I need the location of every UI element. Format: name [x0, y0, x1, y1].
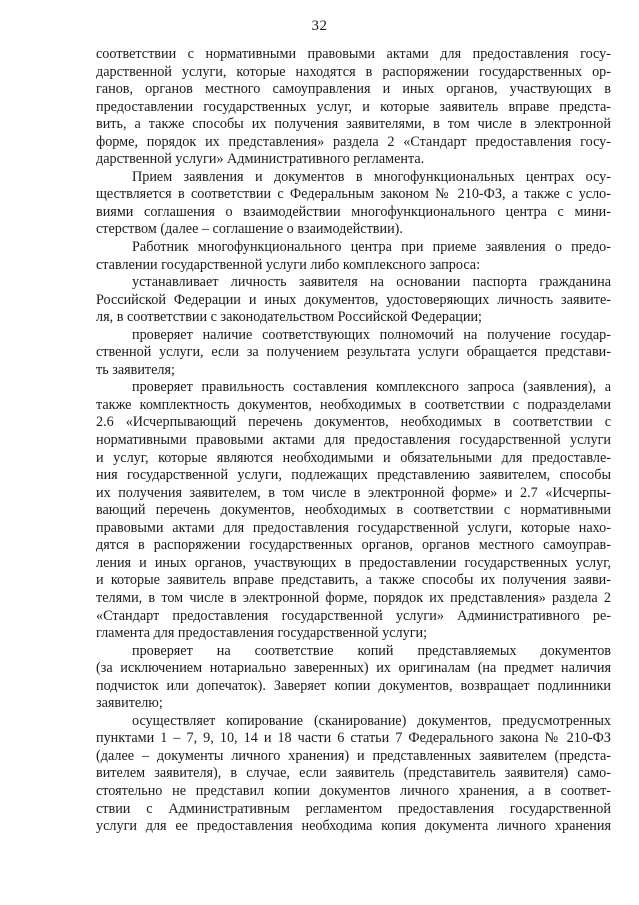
text-line: подчисток или допечаток). Заверяет копии документов, возвращает подлинники: [96, 677, 611, 694]
text-line: проверяет на соответствие копий представляемых документов: [132, 642, 611, 659]
text-line: ния государственной услуги, подлежащих представлению заявителем, способы: [96, 467, 611, 484]
text-line: вителем заявителя), в случае, если заявитель (представитель заявителя) само-: [96, 765, 611, 782]
text-line: дарственной услуги» Административного регламента.: [96, 151, 425, 168]
text-line: их получения заявителем, в том числе в электронной форме» и 2.7 «Исчерпы-: [96, 484, 611, 501]
text-line: стерством (далее – соглашение о взаимодействии).: [96, 221, 403, 238]
text-line: Прием заявления и документов в многофункциональных центрах осу-: [132, 168, 611, 185]
text-line: устанавливает личность заявителя на основании паспорта гражданина: [132, 274, 611, 291]
text-line: ствии с Административным регламентом предоставления государственной: [96, 800, 611, 817]
text-line: и которые заявитель вправе представить, а также способы их получения заяви-: [96, 572, 611, 589]
text-line: 2.6 «Исчерпывающий перечень документов, необходимых в соответствии с: [96, 414, 611, 431]
text-line: соответствии с нормативными правовыми актами для предоставления госу-: [96, 46, 611, 62]
text-line: и услуг, которые являются необходимыми и обязательными для предоставле-: [96, 449, 611, 466]
text-line: нормативными правовыми актами для предоставления государственной услуги: [96, 432, 611, 449]
text-line: ля, в соответствии с законодательством Российской Федерации;: [96, 309, 482, 326]
text-line: ть заявителя;: [96, 361, 175, 378]
body-text: [96, 46, 611, 836]
text-line: (за исключением нотариально заверенных) их оригиналам (на предмет наличия: [96, 660, 611, 677]
text-line: «Стандарт предоставления государственной услуги» Административного ре-: [96, 607, 611, 624]
text-line: стоятельно не представил копии документов личного хранения, а в соответ-: [96, 782, 611, 799]
text-line: осуществляет копирование (сканирование) документов, предусмотренных: [132, 712, 611, 729]
text-line: проверяет правильность составления комплексного запроса (заявления), а: [132, 379, 611, 396]
text-line: ставлении государственной услуги либо комплексного запроса:: [96, 256, 481, 273]
text-line: проверяет наличие соответствующих полномочий на получение государ-: [132, 326, 611, 343]
text-line: услуги для ее предоставления необходима копия документа личного хранения: [96, 818, 611, 835]
text-line: ганов, органов местного самоуправления и иных органов, участвующих в: [96, 81, 611, 98]
text-line: также комплектность документов, необходимых в соответствии с подразделами: [96, 396, 611, 413]
text-line: (далее – документы личного хранения) и представленных заявителем (предста-: [96, 747, 611, 764]
text-line: ственной услуги, если за получением результата услуги обращается представи-: [96, 344, 611, 361]
text-line: предоставлении государственных услуг, и которые заявитель вправе предста-: [96, 98, 611, 115]
page-number: 32: [311, 18, 328, 34]
text-line: телями, в том числе в электронной форме, порядок их представления» раздела 2: [96, 589, 611, 606]
text-line: Российской Федерации и иных документов, удостоверяющих личность заявите-: [96, 291, 611, 308]
text-line: правовыми актами для предоставления государственной услуги, которые нахо-: [96, 519, 611, 536]
text-line: вающий перечень документов, необходимых в соответствии с нормативными: [96, 502, 611, 519]
text-line: вить, а также способы их получения заявителями, в том числе в электронной: [96, 116, 611, 133]
text-line: ления и иных органов, участвующих в предоставлении государственных услуг,: [96, 554, 611, 571]
text-line: виями соглашения о взаимодействии многофункционального центра с мини-: [96, 203, 611, 220]
text-line: форме, порядок их представления» раздела 2 «Стандарт предоставления госу-: [96, 133, 611, 150]
text-line: Работник многофункционального центра при приеме заявления о предо-: [132, 239, 611, 256]
text-line: пунктами 1 – 7, 9, 10, 14 и 18 части 6 статьи 7 Федерального закона № 210-ФЗ: [96, 730, 611, 747]
text-line: дарственной услуги, которые находятся в распоряжении государственных ор-: [96, 63, 611, 80]
text-line: гламента для предоставления государственной услуги;: [96, 625, 428, 642]
text-line: дятся в распоряжении государственных органов, органов местного самоуправ-: [96, 537, 611, 554]
text-line: заявителю;: [96, 695, 163, 712]
text-line: ществляется в соответствии с Федеральным законом № 210-ФЗ, а также с усло-: [96, 186, 611, 203]
